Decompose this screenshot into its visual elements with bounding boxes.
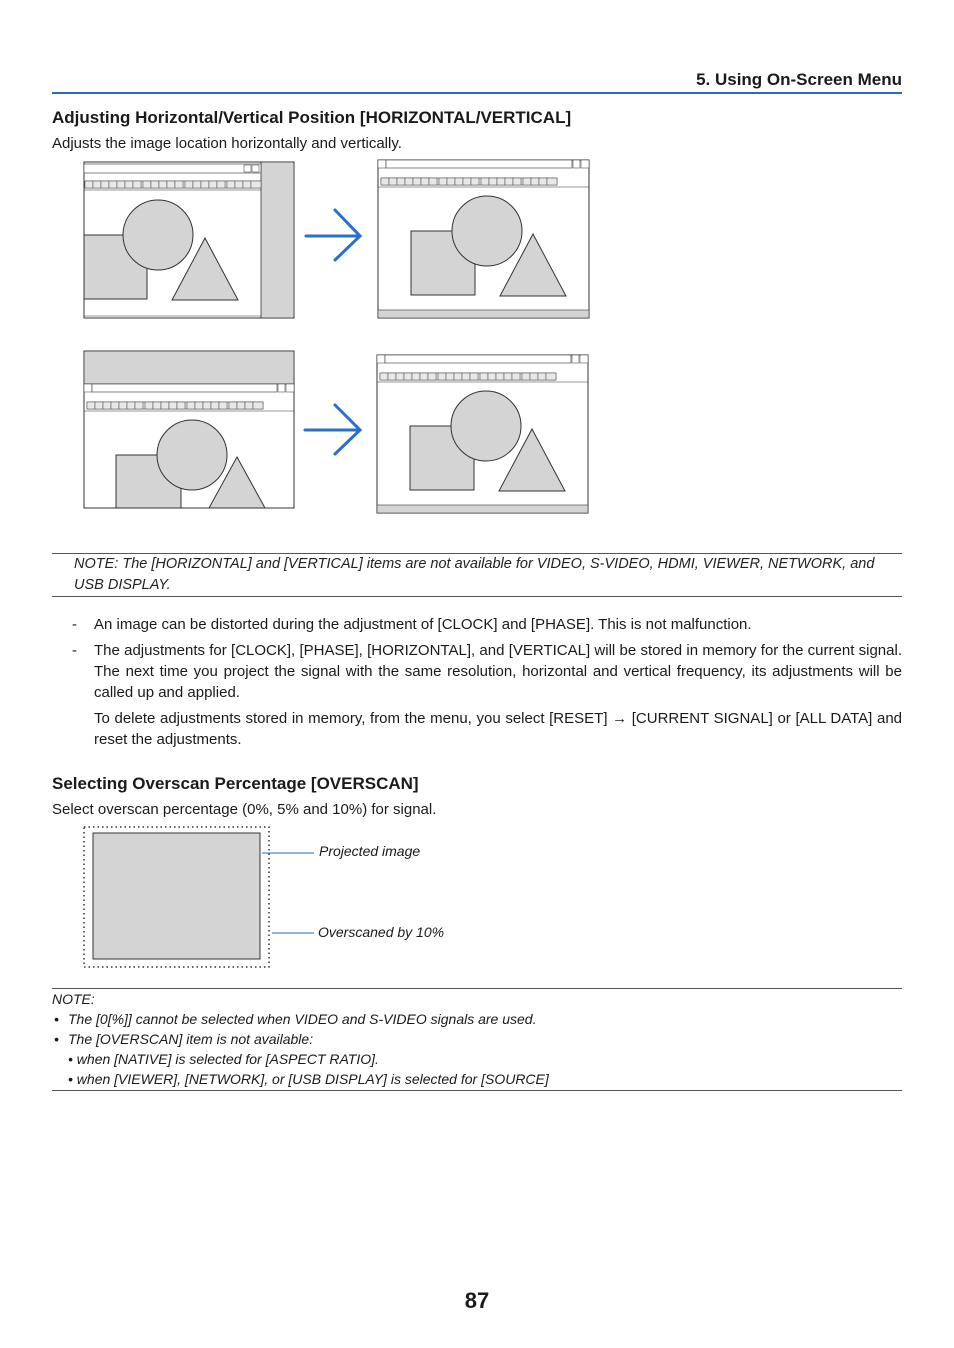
note-sub-item: • when [VIEWER], [NETWORK], or [USB DISPLAY] is selected for [SOURCE]: [68, 1071, 549, 1087]
section-description-overscan: Select overscan percentage (0%, 5% and 10%) for signal.: [52, 801, 437, 818]
bullet-item: [52, 614, 902, 635]
position-adjust-diagram: [0, 150, 620, 530]
overscan-diagram: [80, 822, 320, 972]
note-horizontal-vertical: NOTE: The [HORIZONTAL] and [VERTICAL] items are not available for VIDEO, S-VIDEO, HDMI, VIEWER, NETWORK, and USB DISPLAY.: [52, 553, 902, 597]
window-after-horizontal: [378, 160, 589, 318]
window-before-horizontal: [84, 162, 294, 318]
note-item: [52, 1009, 902, 1029]
label-projected-image: Projected image: [319, 843, 421, 859]
arrow-right-icon: [306, 210, 360, 260]
arrow-right-icon: [305, 405, 360, 454]
bullet-continuation: To delete adjustments stored in memory, from the menu, you select [RESET] → [CURRENT SIGNAL] or [ALL DATA] and reset the adjustments.: [94, 710, 902, 748]
note-item: [52, 1029, 902, 1049]
note-item-text: The [OVERSCAN] item is not available:: [68, 1031, 314, 1047]
bullet-item: [52, 640, 902, 703]
bullet-text: The adjustments for [CLOCK], [PHASE], [HORIZONTAL], and [VERTICAL] will be stored in memory for the current signal. The next time you project the signal with the same resolution, horizontal and vertical frequency, its adjustments will be called up and applied.: [94, 642, 902, 701]
note-sub-item: • when [NATIVE] is selected for [ASPECT RATIO].: [68, 1051, 379, 1067]
section-description-position: Adjusts the image location horizontally and vertically.: [52, 135, 402, 152]
bullet-dash: -: [72, 616, 77, 633]
section-title-position: Adjusting Horizontal/Vertical Position [HORIZONTAL/VERTICAL]: [52, 108, 572, 127]
bullet-dash: -: [72, 642, 77, 659]
window-before-vertical: [84, 351, 294, 508]
note-item-text: The [0[%]] cannot be selected when VIDEO and S-VIDEO signals are used.: [68, 1011, 537, 1027]
note-bullet: •: [54, 1011, 59, 1027]
bullet-text: An image can be distorted during the adjustment of [CLOCK] and [PHASE]. This is not malfunction.: [94, 616, 752, 633]
window-after-vertical: [377, 355, 588, 513]
label-overscaned: Overscaned by 10%: [318, 924, 445, 940]
note-overscan: [52, 988, 902, 1091]
chapter-header: 5. Using On-Screen Menu: [52, 70, 902, 94]
bullet-list: [52, 614, 902, 750]
note-heading: NOTE:: [52, 991, 95, 1007]
page-number: 87: [464, 1288, 490, 1313]
note-bullet: •: [54, 1031, 59, 1047]
section-title-overscan: Selecting Overscan Percentage [OVERSCAN]: [52, 774, 419, 793]
